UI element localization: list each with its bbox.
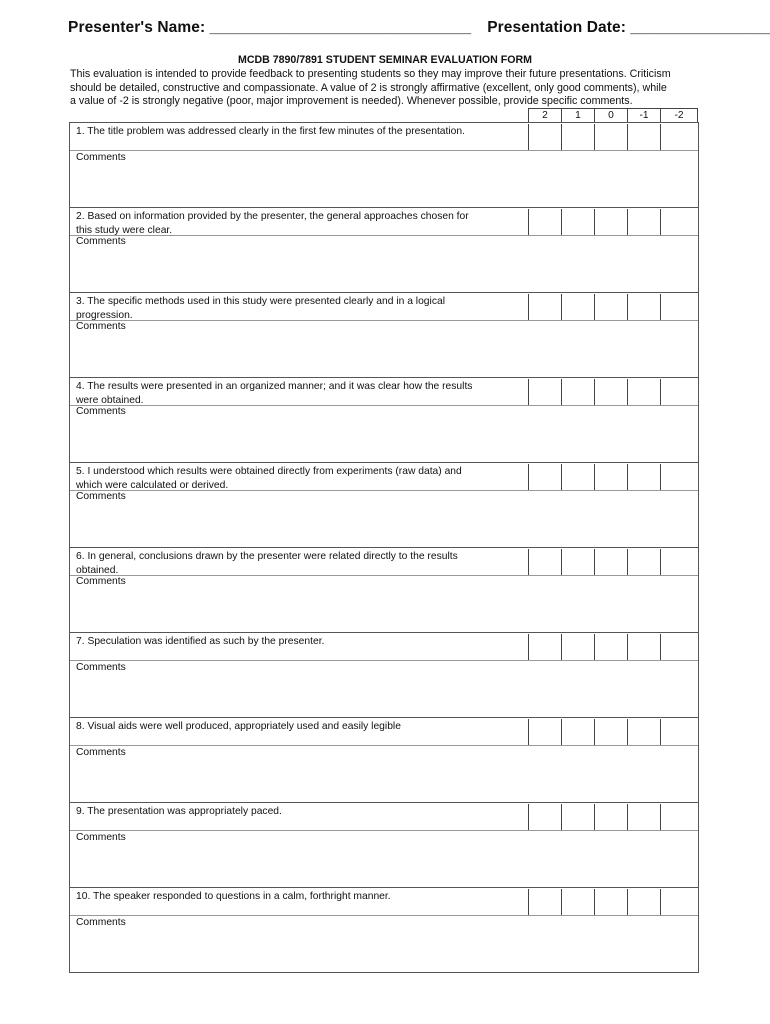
question-row <box>70 293 698 321</box>
rating-checkbox[interactable] <box>660 294 698 320</box>
intro-line: a value of -2 is strongly negative (poor, major improvement is needed). Whenever possible, provide specific comments. <box>70 95 633 108</box>
question-row <box>70 378 698 406</box>
rating-checkbox[interactable] <box>627 209 660 235</box>
rating-checkbox[interactable] <box>660 889 698 915</box>
rating-boxes <box>528 123 698 150</box>
question-line: 10. The speaker responded to questions in a calm, forthright manner. <box>76 891 391 902</box>
rating-checkbox[interactable] <box>627 464 660 490</box>
comments-field[interactable] <box>70 491 698 547</box>
rating-checkbox[interactable] <box>627 124 660 150</box>
rating-checkbox[interactable] <box>594 634 627 660</box>
presentation-date-field[interactable]: Presentation Date: ________________ <box>487 19 770 36</box>
rating-checkbox[interactable] <box>660 464 698 490</box>
rating-checkbox[interactable] <box>594 889 627 915</box>
question-item <box>70 377 698 462</box>
question-line: 1. The title problem was addressed clearly in the first few minutes of the presentation. <box>76 126 465 137</box>
rating-checkbox[interactable] <box>594 719 627 745</box>
question-row <box>70 123 698 151</box>
comments-label: Comments <box>76 236 126 247</box>
rating-checkbox[interactable] <box>528 889 561 915</box>
rating-checkbox[interactable] <box>528 294 561 320</box>
question-item <box>70 207 698 292</box>
comments-field[interactable] <box>70 406 698 462</box>
rating-checkbox[interactable] <box>594 379 627 405</box>
intro-line: This evaluation is intended to provide feedback to presenting students so they may improve their future presentations. Criticism <box>70 68 671 80</box>
question-item <box>70 122 698 207</box>
rating-checkbox[interactable] <box>660 804 698 830</box>
rating-boxes <box>528 803 698 830</box>
rating-checkbox[interactable] <box>528 719 561 745</box>
question-text <box>70 463 528 490</box>
question-item <box>70 462 698 547</box>
rating-checkbox[interactable] <box>561 634 594 660</box>
rating-checkbox[interactable] <box>594 804 627 830</box>
rating-checkbox[interactable] <box>561 549 594 575</box>
question-text <box>70 888 528 915</box>
rating-boxes <box>528 548 698 575</box>
rating-checkbox[interactable] <box>660 549 698 575</box>
question-line: 8. Visual aids were well produced, appropriately used and easily legible <box>76 721 401 732</box>
question-line: obtained. <box>76 564 119 576</box>
rating-checkbox[interactable] <box>627 634 660 660</box>
rating-boxes <box>528 378 698 405</box>
rating-checkbox[interactable] <box>561 889 594 915</box>
question-row <box>70 633 698 661</box>
rating-checkbox[interactable] <box>561 124 594 150</box>
rating-checkbox[interactable] <box>561 464 594 490</box>
comments-label: Comments <box>76 406 126 417</box>
scale-label: -2 <box>660 108 698 122</box>
rating-checkbox[interactable] <box>561 804 594 830</box>
question-line: progression. <box>76 309 133 321</box>
comments-label: Comments <box>76 662 126 673</box>
intro-text <box>70 68 720 109</box>
rating-checkbox[interactable] <box>627 294 660 320</box>
question-text <box>70 718 528 745</box>
rating-checkbox[interactable] <box>561 209 594 235</box>
rating-boxes <box>528 888 698 915</box>
question-row <box>70 803 698 831</box>
comments-label: Comments <box>76 321 126 332</box>
presenter-name-field[interactable]: Presenter's Name: ______________________________ <box>68 19 472 36</box>
comments-label: Comments <box>76 917 126 928</box>
header-line <box>68 19 770 37</box>
rating-checkbox[interactable] <box>528 464 561 490</box>
question-item <box>70 887 698 972</box>
question-text <box>70 803 528 830</box>
evaluation-table <box>69 122 699 973</box>
question-line: which were calculated or derived. <box>76 479 229 491</box>
question-item <box>70 292 698 377</box>
question-row <box>70 888 698 916</box>
comments-label: Comments <box>76 576 126 587</box>
question-item <box>70 547 698 632</box>
comments-field[interactable] <box>70 321 698 377</box>
rating-checkbox[interactable] <box>594 124 627 150</box>
rating-checkbox[interactable] <box>561 719 594 745</box>
rating-checkbox[interactable] <box>627 804 660 830</box>
question-text <box>70 293 528 320</box>
rating-boxes <box>528 208 698 235</box>
rating-checkbox[interactable] <box>660 209 698 235</box>
question-text <box>70 633 528 660</box>
rating-checkbox[interactable] <box>594 549 627 575</box>
question-line: 5. I understood which results were obtained directly from experiments (raw data) and <box>76 466 462 477</box>
rating-checkbox[interactable] <box>627 889 660 915</box>
rating-checkbox[interactable] <box>528 379 561 405</box>
comments-label: Comments <box>76 491 126 502</box>
question-line: this study were clear. <box>76 224 173 236</box>
comments-field[interactable] <box>70 831 698 887</box>
question-row <box>70 548 698 576</box>
scale-label: 0 <box>594 108 627 122</box>
rating-checkbox[interactable] <box>660 634 698 660</box>
question-line: 6. In general, conclusions drawn by the presenter were related directly to the results <box>76 551 458 562</box>
rating-checkbox[interactable] <box>528 209 561 235</box>
rating-checkbox[interactable] <box>660 379 698 405</box>
question-line: were obtained. <box>76 394 144 406</box>
rating-boxes <box>528 718 698 745</box>
question-line: 9. The presentation was appropriately paced. <box>76 806 282 817</box>
comments-field[interactable] <box>70 916 698 972</box>
question-text <box>70 208 528 235</box>
rating-checkbox[interactable] <box>528 804 561 830</box>
rating-checkbox[interactable] <box>660 124 698 150</box>
rating-boxes <box>528 463 698 490</box>
comments-field[interactable] <box>70 576 698 632</box>
question-line: 4. The results were presented in an organized manner; and it was clear how the results <box>76 381 473 392</box>
rating-boxes <box>528 633 698 660</box>
rating-checkbox[interactable] <box>594 209 627 235</box>
score-scale-header <box>528 108 698 122</box>
rating-checkbox[interactable] <box>594 294 627 320</box>
question-text <box>70 378 528 405</box>
question-line: 2. Based on information provided by the presenter, the general approaches chosen for <box>76 211 469 222</box>
rating-checkbox[interactable] <box>561 379 594 405</box>
question-row <box>70 208 698 236</box>
comments-field[interactable] <box>70 151 698 207</box>
comments-label: Comments <box>76 747 126 758</box>
question-row <box>70 463 698 491</box>
rating-checkbox[interactable] <box>660 719 698 745</box>
rating-checkbox[interactable] <box>528 124 561 150</box>
scale-label: -1 <box>627 108 660 122</box>
scale-label: 1 <box>561 108 594 122</box>
comments-field[interactable] <box>70 661 698 717</box>
rating-checkbox[interactable] <box>627 549 660 575</box>
question-row <box>70 718 698 746</box>
question-text <box>70 548 528 575</box>
rating-checkbox[interactable] <box>561 294 594 320</box>
rating-boxes <box>528 293 698 320</box>
intro-line: should be detailed, constructive and compassionate. A value of 2 is strongly affirmative (excellent, only good comments), while <box>70 81 667 94</box>
rating-checkbox[interactable] <box>627 379 660 405</box>
form-title: MCDB 7890/7891 STUDENT SEMINAR EVALUATION FORM <box>238 54 532 66</box>
comments-label: Comments <box>76 152 126 163</box>
question-item <box>70 717 698 802</box>
rating-checkbox[interactable] <box>528 549 561 575</box>
rating-checkbox[interactable] <box>594 464 627 490</box>
rating-checkbox[interactable] <box>528 634 561 660</box>
question-item <box>70 802 698 887</box>
rating-checkbox[interactable] <box>627 719 660 745</box>
question-line: 7. Speculation was identified as such by the presenter. <box>76 636 325 647</box>
question-text <box>70 123 528 150</box>
question-line: 3. The specific methods used in this study were presented clearly and in a logical <box>76 296 445 307</box>
question-item <box>70 632 698 717</box>
comments-label: Comments <box>76 832 126 843</box>
scale-label: 2 <box>528 108 561 122</box>
comments-field[interactable] <box>70 746 698 802</box>
comments-field[interactable] <box>70 236 698 292</box>
